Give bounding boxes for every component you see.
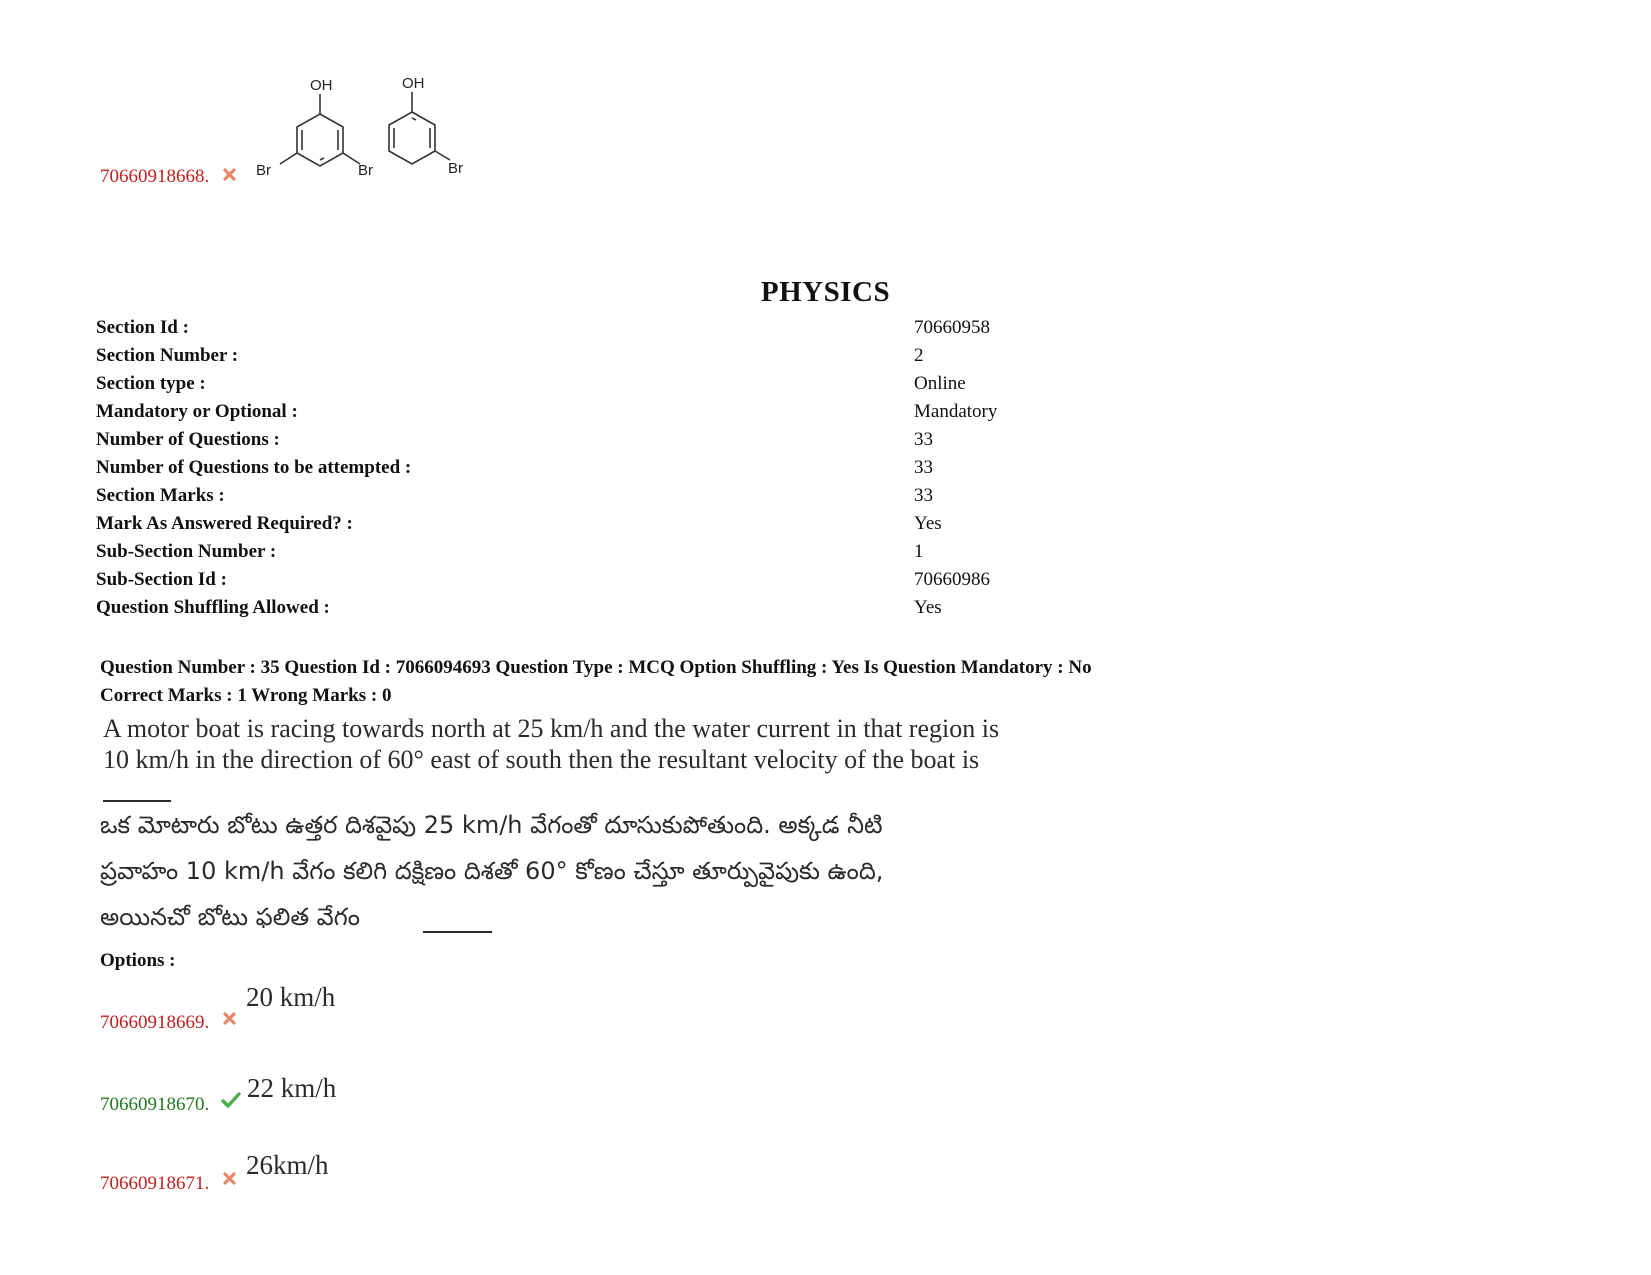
options-label: Options :: [100, 950, 176, 971]
info-value: 33: [914, 429, 933, 450]
bromophenol-structure: [389, 92, 450, 164]
info-label: Section Id :: [96, 317, 189, 338]
cross-icon: [223, 1172, 236, 1185]
section-info-row: [96, 597, 1196, 623]
mol1-oh-label: OH: [310, 77, 333, 94]
info-value: Yes: [914, 597, 942, 618]
cross-icon: [223, 168, 236, 181]
option-id: 70660918669.: [100, 1012, 210, 1033]
section-info-row: [96, 513, 1196, 539]
section-info-row: [96, 401, 1196, 427]
info-value: 1: [914, 541, 924, 562]
cross-icon: [223, 1012, 236, 1025]
option-text: 22 km/h: [247, 1073, 337, 1103]
chemical-structures-image: [250, 68, 490, 188]
info-label: Number of Questions :: [96, 429, 280, 450]
check-icon: [221, 1092, 241, 1108]
info-value: 33: [914, 485, 933, 506]
answer-blank: [103, 800, 171, 802]
info-value: 70660958: [914, 317, 990, 338]
mol1-br-right-label: Br: [358, 162, 373, 179]
option-text: 26km/h: [246, 1150, 329, 1180]
section-info-row: [96, 373, 1196, 399]
info-label: Sub-Section Number :: [96, 541, 277, 562]
section-info-row: [96, 485, 1196, 511]
section-title: PHYSICS: [760, 276, 891, 308]
info-label: Section Marks :: [96, 485, 225, 506]
option-id: 70660918671.: [100, 1173, 210, 1194]
answer-blank: [423, 931, 492, 933]
section-info-row: [96, 541, 1196, 567]
mol1-br-left-label: Br: [256, 162, 271, 179]
info-value: Online: [914, 373, 966, 394]
info-label: Section Number :: [96, 345, 239, 366]
info-value: 70660986: [914, 569, 990, 590]
question-marks-line: Correct Marks : 1 Wrong Marks : 0: [100, 685, 392, 706]
info-label: Number of Questions to be attempted :: [96, 457, 412, 478]
mol2-br-label: Br: [448, 160, 463, 177]
question-text-english-line1: A motor boat is racing towards north at 25 km/h and the water current in that region is: [103, 714, 1000, 743]
previous-option-id: 70660918668.: [100, 166, 210, 187]
info-label: Question Shuffling Allowed :: [96, 597, 330, 618]
info-value: 33: [914, 457, 933, 478]
section-info-row: [96, 317, 1196, 343]
info-value: Mandatory: [914, 401, 998, 422]
info-value: 2: [914, 345, 924, 366]
info-label: Section type :: [96, 373, 206, 394]
section-info-row: [96, 457, 1196, 483]
info-label: Sub-Section Id :: [96, 569, 227, 590]
mol2-oh-label: OH: [402, 75, 425, 92]
option-text: 20 km/h: [246, 982, 336, 1012]
question-text-english-line2: 10 km/h in the direction of 60° east of south then the resultant velocity of the boat is: [103, 745, 980, 774]
question-text-telugu-line1: ఒక మోటారు బోటు ఉత్తర దిశవైపు 25 km/h వేగంతో దూసుకుపోతుంది. అక్కడ నీటి: [100, 811, 883, 839]
dibromophenol-structure: [280, 94, 360, 166]
question-meta-line: Question Number : 35 Question Id : 7066094693 Question Type : MCQ Option Shuffling : Yes Is Question Mandatory : No: [100, 657, 1092, 678]
section-info-row: [96, 569, 1196, 595]
section-info-row: [96, 429, 1196, 455]
option-id: 70660918670.: [100, 1094, 210, 1115]
question-text-telugu-line3: అయినచో బోటు ఫలిత వేగం: [100, 903, 360, 931]
info-value: Yes: [914, 513, 942, 534]
info-label: Mark As Answered Required? :: [96, 513, 353, 534]
section-info-row: [96, 345, 1196, 371]
question-text-telugu-line2: ప్రవాహం 10 km/h వేగం కలిగి దక్షిణం దిశతో 60° కోణం చేస్తూ తూర్పువైపుకు ఉంది,: [100, 857, 884, 885]
info-label: Mandatory or Optional :: [96, 401, 298, 422]
